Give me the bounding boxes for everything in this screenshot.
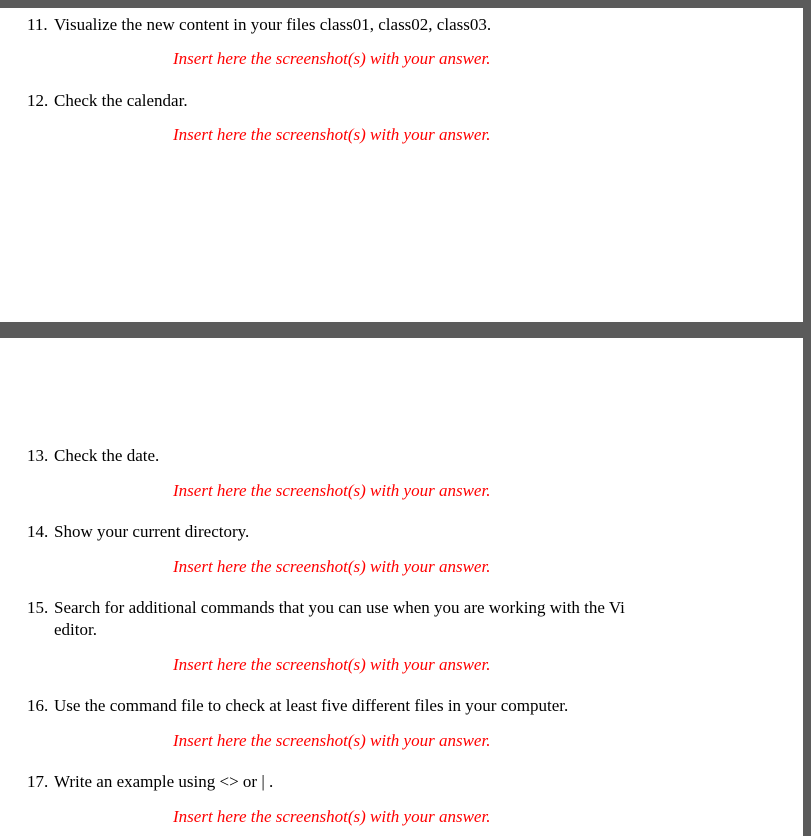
question-number: 15. — [27, 598, 49, 617]
question-text: Search for additional commands that you can use when you are working with the Vi — [54, 598, 625, 617]
question-12 — [27, 90, 188, 112]
answer-placeholder-13: Insert here the screenshot(s) with your answer. — [173, 481, 491, 500]
question-number: 11. — [27, 15, 48, 34]
question-number: 16. — [27, 696, 49, 715]
question-number: 12. — [27, 91, 49, 110]
question-text: Use the command file to check at least five different files in your computer. — [54, 696, 569, 715]
question-17 — [27, 771, 273, 793]
question-16 — [27, 695, 568, 717]
question-text: Show your current directory. — [54, 522, 250, 541]
question-text: Write an example using <> or | . — [54, 772, 274, 791]
question-number: 13. — [27, 446, 49, 465]
answer-placeholder-16: Insert here the screenshot(s) with your answer. — [173, 731, 491, 750]
answer-placeholder-12: Insert here the screenshot(s) with your answer. — [173, 125, 491, 144]
question-13 — [27, 445, 159, 467]
question-text: Check the date. — [54, 446, 160, 465]
question-text: Check the calendar. — [54, 91, 188, 110]
question-14 — [27, 521, 249, 543]
document-page-2 — [0, 338, 803, 836]
question-11 — [27, 14, 491, 36]
question-text: Visualize the new content in your files class01, class02, class03. — [54, 15, 492, 34]
answer-placeholder-11: Insert here the screenshot(s) with your answer. — [173, 49, 491, 68]
answer-placeholder-14: Insert here the screenshot(s) with your answer. — [173, 557, 491, 576]
question-number: 14. — [27, 522, 49, 541]
document-page-1 — [0, 8, 803, 322]
answer-placeholder-15: Insert here the screenshot(s) with your answer. — [173, 655, 491, 674]
question-15 — [27, 597, 687, 641]
question-text-continued: editor. — [54, 620, 97, 639]
answer-placeholder-17: Insert here the screenshot(s) with your answer. — [173, 807, 491, 826]
question-number: 17. — [27, 772, 49, 791]
